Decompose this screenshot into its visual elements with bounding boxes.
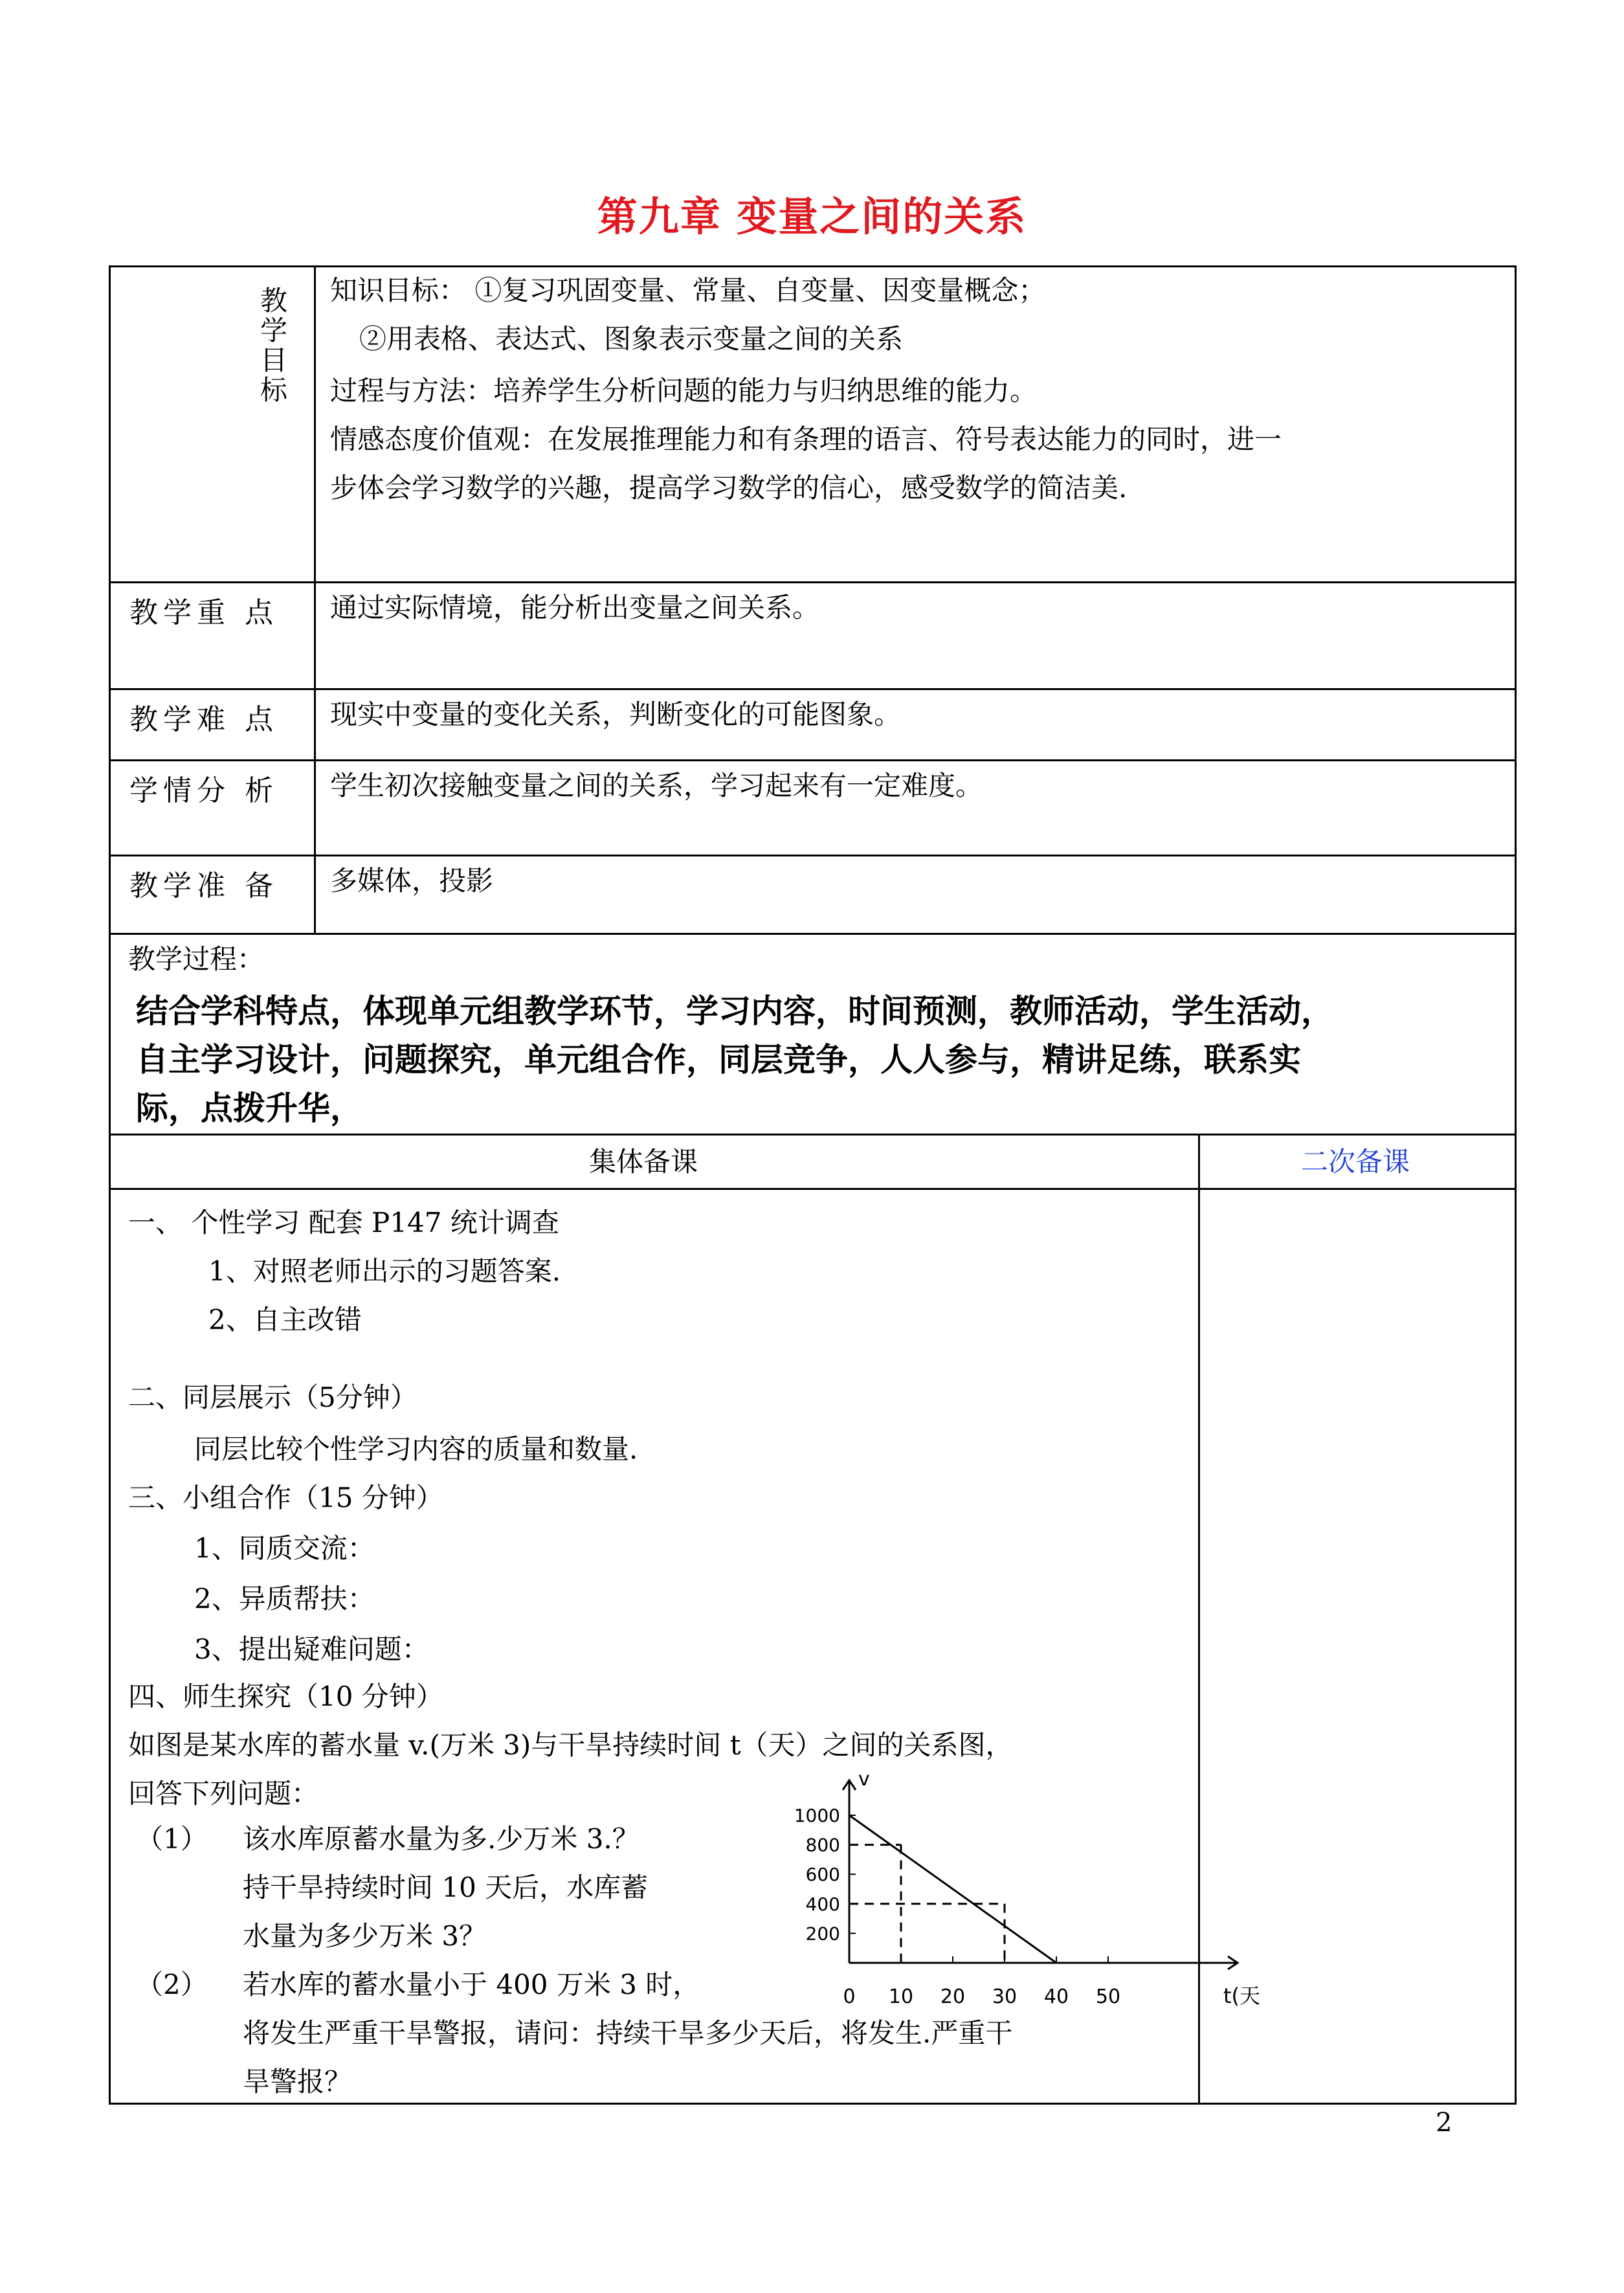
x-tick-label: 0 xyxy=(843,1985,856,2008)
row-content-key-points: 通过实际情境，能分析出变量之间关系。 xyxy=(330,592,820,623)
row-content-analysis: 学生初次接触变量之间的关系，学习起来有一定难度。 xyxy=(330,770,983,801)
y-tick-label: 800 xyxy=(805,1834,840,1856)
section-2-text: 同层比较个性学习内容的质量和数量. xyxy=(194,1433,638,1465)
column-header-collective: 集体备课 xyxy=(589,1146,698,1178)
table-border-bottom xyxy=(109,2103,1517,2105)
table-border-left xyxy=(109,265,111,2105)
process-heading: 教学过程： xyxy=(128,943,265,975)
section-4-text: 如图是某水库的蓄水量 v.(万米 3)与干旱持续时间 t（天）之间的关系图， xyxy=(128,1729,1013,1761)
row-divider xyxy=(109,855,1517,856)
objective-emotion-2: 步体会学习数学的兴趣，提高学习数学的信心，感受数学的简洁美. xyxy=(330,472,1128,504)
x-tick-label: 30 xyxy=(992,1985,1018,2008)
x-tick-label: 40 xyxy=(1043,1985,1069,2008)
row-content-preparation: 多媒体，投影 xyxy=(330,865,494,897)
y-tick-label: 1000 xyxy=(794,1805,840,1826)
objective-knowledge-2: ②用表格、表达式、图象表示变量之间的关系 xyxy=(359,323,904,355)
row-divider xyxy=(109,581,1517,583)
row-label-analysis: 学情分 析 xyxy=(129,774,278,807)
question-1-line-2: 持干旱持续时间 10 天后，水库蓄 xyxy=(243,1872,649,1903)
question-2-line-1: 若水库的蓄水量小于 400 万米 3 时， xyxy=(243,1969,700,2000)
objective-emotion: 情感态度价值观：在发展推理能力和有条理的语言、符号表达能力的同时，进一 xyxy=(330,423,1282,455)
section-1-heading: 一、 个性学习 配套 P147 统计调查 xyxy=(128,1207,559,1238)
x-tick-label: 50 xyxy=(1095,1985,1121,2008)
section-1-item-2: 2、自主改错 xyxy=(208,1304,362,1336)
question-1-line-3: 水量为多少万米 3？ xyxy=(243,1920,487,1952)
table-border-right xyxy=(1515,265,1517,2105)
y-axis-label: v xyxy=(858,1768,870,1791)
question-2-line-2: 将发生严重干旱警报，请问：持续干旱多少天后，将发生.严重干 xyxy=(243,2017,1013,2049)
y-tick-label: 200 xyxy=(805,1923,840,1945)
section-4-prompt: 回答下列问题： xyxy=(128,1778,319,1809)
section-3-item-1: 1、同质交流： xyxy=(194,1532,375,1564)
question-1-number: （1） xyxy=(136,1823,208,1855)
x-tick-label: 20 xyxy=(940,1985,966,2008)
column-header-secondary: 二次备课 xyxy=(1301,1146,1410,1178)
row-divider xyxy=(109,759,1517,761)
objectives-label: 教 学 目 标 xyxy=(260,285,287,406)
section-3-item-2: 2、异质帮扶： xyxy=(194,1583,375,1615)
y-tick-label: 600 xyxy=(805,1864,840,1886)
question-1-line-1: 该水库原蓄水量为多.少万米 3.？ xyxy=(243,1823,640,1855)
label-column-divider xyxy=(314,265,316,935)
page-title: 第九章 变量之间的关系 xyxy=(597,193,1027,240)
process-line-1: 结合学科特点，体现单元组教学环节，学习内容，时间预测，教师活动，学生活动， xyxy=(136,992,1333,1030)
section-1-item-1: 1、对照老师出示的习题答案. xyxy=(208,1255,561,1287)
series-line xyxy=(849,1815,1056,1963)
process-line-3: 际，点拨升华， xyxy=(136,1090,362,1127)
row-divider xyxy=(109,933,1517,935)
x-axis-label: t(天 xyxy=(1223,1984,1261,2008)
objective-knowledge: 知识目标： ①复习巩固变量、常量、自变量、因变量概念； xyxy=(330,274,1046,306)
row-divider xyxy=(109,688,1517,690)
page-number: 2 xyxy=(1436,2108,1452,2138)
x-tick-label: 10 xyxy=(888,1985,914,2008)
reservoir-chart xyxy=(777,1767,1261,2026)
section-4-heading: 四、师生探究（10 分钟） xyxy=(128,1681,443,1712)
section-3-heading: 三、小组合作（15 分钟） xyxy=(128,1482,443,1514)
process-line-2: 自主学习设计，问题探究，单元组合作，同层竞争，人人参与，精讲足练，联系实 xyxy=(136,1041,1301,1079)
question-2-line-3: 旱警报？ xyxy=(243,2066,352,2097)
row-label-preparation: 教学准 备 xyxy=(129,869,278,902)
row-label-difficulties: 教学难 点 xyxy=(129,703,278,736)
y-tick-label: 400 xyxy=(805,1893,840,1915)
row-divider xyxy=(109,1188,1517,1190)
row-label-key-points: 教学重 点 xyxy=(129,596,278,629)
table-border-top xyxy=(109,265,1517,267)
section-2-heading: 二、同层展示（5分钟） xyxy=(128,1381,417,1413)
section-3-item-3: 3、提出疑难问题： xyxy=(194,1633,429,1665)
row-content-difficulties: 现实中变量的变化关系，判断变化的可能图象。 xyxy=(330,699,902,730)
question-2-number: （2） xyxy=(136,1969,208,2000)
objective-process: 过程与方法：培养学生分析问题的能力与归纳思维的能力。 xyxy=(330,375,1038,407)
row-divider xyxy=(109,1134,1517,1135)
